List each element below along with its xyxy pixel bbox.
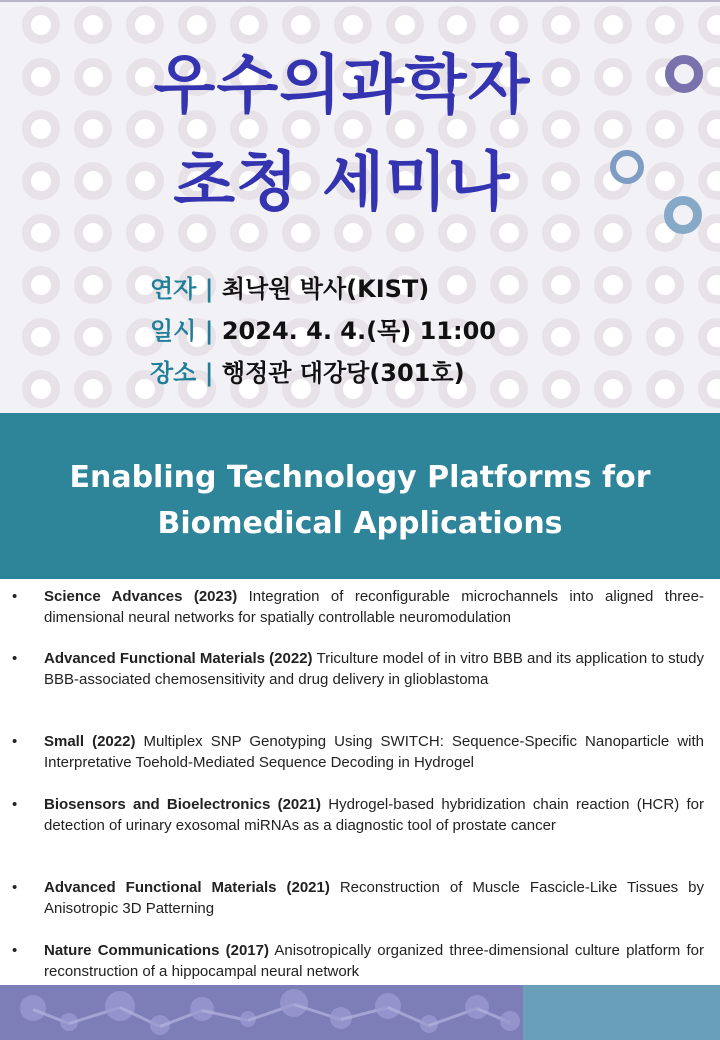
- ring-pattern-dot: [438, 266, 476, 304]
- bullet: •: [12, 588, 18, 605]
- bullet: •: [12, 942, 18, 959]
- ring-pattern-dot: [22, 318, 60, 356]
- ring-pattern-dot: [22, 6, 60, 44]
- ring-pattern-dot: [22, 266, 60, 304]
- ring-pattern-dot: [386, 6, 424, 44]
- ring-pattern-dot: [594, 370, 632, 408]
- ring-pattern-dot: [594, 6, 632, 44]
- ring-pattern-dot: [646, 266, 684, 304]
- publication-journal: Nature Communications (2017): [44, 942, 269, 959]
- bullet: •: [12, 733, 18, 750]
- ring-pattern-dot: [178, 6, 216, 44]
- footer-molecule-banner: [0, 985, 720, 1040]
- ring-pattern-dot: [542, 318, 580, 356]
- date-value: 2024. 4. 4.(목) 11:00: [221, 317, 496, 345]
- venue-value: 행정관 대강당(301호): [221, 359, 465, 387]
- bullet: •: [12, 879, 18, 896]
- ring-pattern-dot: [698, 370, 720, 408]
- bullet: •: [12, 796, 18, 813]
- speaker-line: [150, 272, 429, 306]
- ring-pattern-dot: [594, 318, 632, 356]
- venue-label: 장소 |: [150, 359, 222, 387]
- decorative-circle-purple: [665, 55, 703, 93]
- ring-pattern-dot: [594, 266, 632, 304]
- ring-pattern-dot: [74, 266, 112, 304]
- ring-pattern-dot: [542, 6, 580, 44]
- talk-title-line-1: Enabling Technology Platforms for: [69, 460, 651, 495]
- ring-pattern-dot: [490, 266, 528, 304]
- ring-pattern-dot: [74, 318, 112, 356]
- date-label: 일시 |: [150, 317, 222, 345]
- molecule-atom: [500, 1011, 520, 1031]
- list-item: [44, 794, 704, 836]
- ring-pattern-dot: [22, 370, 60, 408]
- publication-journal: Biosensors and Bioelectronics (2021): [44, 796, 321, 813]
- ring-pattern-dot: [698, 266, 720, 304]
- ring-pattern-dot: [74, 370, 112, 408]
- list-item: [44, 877, 704, 919]
- ring-pattern-dot: [646, 6, 684, 44]
- top-border: [0, 0, 720, 2]
- ring-pattern-dot: [542, 266, 580, 304]
- list-item: [44, 940, 704, 982]
- publication-journal: Advanced Functional Materials (2022): [44, 650, 313, 667]
- publication-title: Hydrogel-based hybridization chain reaction (HCR) for detection of urinary exosomal miRNAs as a diagnostic tool of prostate cancer: [44, 796, 704, 834]
- ring-pattern-dot: [698, 318, 720, 356]
- ring-pattern-dot: [230, 6, 268, 44]
- ring-pattern-dot: [490, 6, 528, 44]
- publication-journal: Advanced Functional Materials (2021): [44, 879, 330, 896]
- ring-pattern-dot: [646, 318, 684, 356]
- list-item: [44, 586, 704, 628]
- decorative-circle-blue: [664, 196, 702, 234]
- ring-pattern-dot: [698, 6, 720, 44]
- list-item: [44, 648, 704, 690]
- ring-pattern-dot: [334, 6, 372, 44]
- ring-pattern-dot: [126, 6, 164, 44]
- decorative-circle-blue-small: [610, 150, 644, 184]
- footer-accent-block: [523, 985, 720, 1040]
- ring-pattern-dot: [542, 370, 580, 408]
- title-line-2: 초청 세미나: [173, 146, 511, 220]
- publication-title: Triculture model of in vitro BBB and its application to study BBB-associated chemosensitivity and drug delivery in glioblastoma: [44, 650, 704, 688]
- list-item: [44, 731, 704, 773]
- publication-title: Anisotropically organized three-dimensional culture platform for reconstruction of a hippocampal neural network: [44, 942, 704, 980]
- ring-pattern-dot: [646, 370, 684, 408]
- publication-journal: Science Advances (2023): [44, 588, 238, 605]
- ring-pattern-dot: [74, 6, 112, 44]
- venue-line: [150, 356, 465, 390]
- ring-pattern-dot: [438, 6, 476, 44]
- publication-title: Integration of reconfigurable microchannels into aligned three-dimensional neural networks for spatially controllable neuromodulation: [44, 588, 704, 626]
- talk-title-band: [0, 413, 720, 579]
- speaker-value: 최낙원 박사(KIST): [221, 275, 430, 303]
- publication-journal: Small (2022): [44, 733, 136, 750]
- date-line: [150, 314, 496, 348]
- speaker-label: 연자 |: [150, 275, 222, 303]
- talk-title-line-2: Biomedical Applications: [157, 506, 563, 541]
- title-line-1: 우수의과학자: [153, 49, 531, 123]
- ring-pattern-dot: [490, 370, 528, 408]
- header-section: [0, 0, 720, 413]
- publication-title: Reconstruction of Muscle Fascicle-Like Tissues by Anisotropic 3D Patterning: [44, 879, 704, 917]
- bullet: •: [12, 650, 18, 667]
- publication-title: Multiplex SNP Genotyping Using SWITCH: Sequence-Specific Nanoparticle with Interpretative Toehold-Mediated Sequence Decoding in Hydrogel: [44, 733, 704, 771]
- ring-pattern-dot: [282, 6, 320, 44]
